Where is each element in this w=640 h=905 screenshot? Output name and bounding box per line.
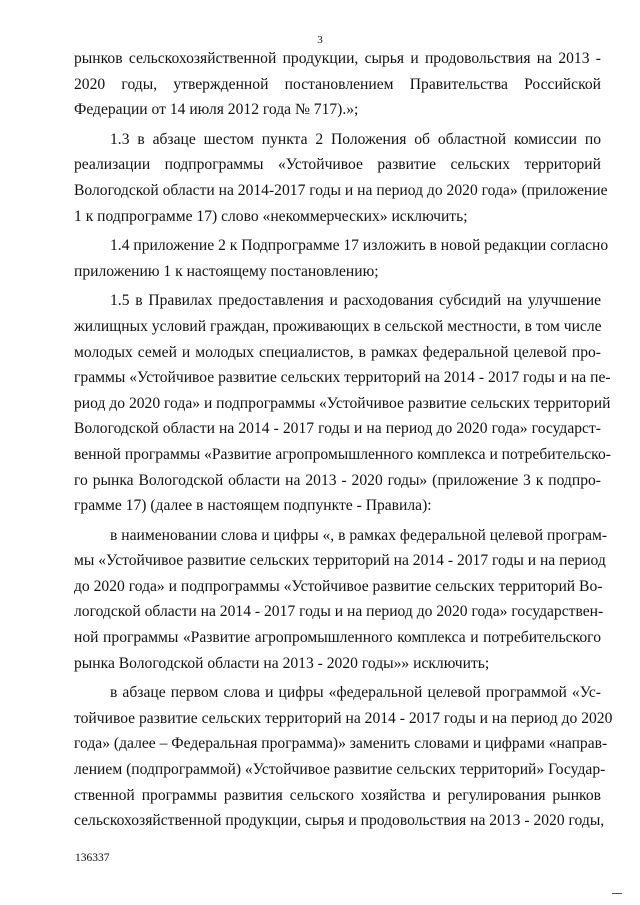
text-line: го рынка Вологодской области на 2013 - 2020 годы» (приложение 3 к подпро- bbox=[74, 471, 601, 489]
scan-mark bbox=[612, 893, 622, 894]
text-line: 2020 годы, утвержденной постановлением Правительства Российской bbox=[74, 75, 601, 93]
text-line: жилищных условий граждан, проживающих в сельской местности, в том числе bbox=[74, 317, 602, 335]
text-line: рынков сельскохозяйственной продукции, сырья и продовольствия на 2013 - bbox=[74, 50, 601, 67]
text-line: венной программы «Развитие агропромышленного комплекса и потребительско- bbox=[74, 445, 611, 463]
page-number: 3 bbox=[317, 34, 323, 46]
text-line: до 2020 года» и подпрограммы «Устойчивое развитие сельских территорий Во- bbox=[74, 577, 603, 595]
text-line: 1.3 в абзаце шестом пункта 2 Положения об областной комиссии по bbox=[110, 130, 601, 148]
text-line: лением (подпрограммой) «Устойчивое развитие сельских территорий» Государ- bbox=[74, 761, 606, 779]
paragraph bbox=[74, 288, 611, 518]
text-line: 1.4 приложение 2 к Подпрограмме 17 изложить в новой редакции согласно bbox=[110, 237, 609, 255]
text-line: ственной программы развития сельского хозяйства и регулирования рынков bbox=[74, 786, 601, 804]
text-line: года» (далее – Федеральная программа)» заменить словами и цифрами «направ- bbox=[74, 735, 608, 753]
text-line: грамме 17) (далее в настоящем подпункте - Правила): bbox=[74, 497, 432, 515]
text-line: рынка Вологодской области на 2013 - 2020 годы»» исключить; bbox=[74, 654, 490, 672]
text-line: в наименовании слова и цифры «, в рамках федеральной целевой програм- bbox=[110, 526, 608, 544]
text-line: сельскохозяйственной продукции, сырья и продовольствия на 2013 - 2020 годы, bbox=[74, 812, 605, 830]
text-line: логодской области на 2014 - 2017 годы и на период до 2020 года» государствен- bbox=[74, 603, 604, 621]
text-line: Вологодской области на 2014-2017 годы и на период до 2020 года» (приложение bbox=[74, 181, 608, 199]
text-line: тойчивое развитие сельских территорий на 2014 - 2017 годы и на период до 2020 bbox=[74, 709, 613, 727]
document-body bbox=[74, 46, 613, 834]
text-line: мы «Устойчивое развитие сельских территорий на 2014 - 2017 годы и на период bbox=[74, 552, 606, 570]
paragraph bbox=[74, 46, 601, 123]
text-line: молодых семей и молодых специалистов, в рамках федеральной целевой про- bbox=[74, 343, 601, 361]
text-line: граммы «Устойчивое развитие сельских территорий на 2014 - 2017 годы и на пе- bbox=[74, 369, 611, 387]
text-line: риод до 2020 года» и подпрограммы «Устойчивое развитие сельских территорий bbox=[74, 394, 611, 412]
paragraph bbox=[74, 680, 613, 834]
text-line: в абзаце первом слова и цифры «федеральной целевой программой «Ус- bbox=[110, 684, 601, 702]
text-line: 1.5 в Правилах предоставления и расходования субсидий на улучшение bbox=[110, 292, 601, 310]
paragraph bbox=[74, 523, 608, 677]
text-line: реализации подпрограммы «Устойчивое развитие сельских территорий bbox=[74, 156, 601, 174]
document-code: 136337 bbox=[75, 852, 110, 864]
text-line: Вологодской области на 2014 - 2017 годы и на период до 2020 года» государст- bbox=[74, 420, 601, 438]
paragraph bbox=[74, 127, 608, 229]
text-line: приложению 1 к настоящему постановлению; bbox=[74, 262, 379, 280]
paragraph bbox=[74, 233, 609, 284]
text-line: Федерации от 14 июля 2012 года № 717).»; bbox=[74, 101, 359, 119]
text-line: 1 к подпрограмме 17) слово «некоммерческих» исключить; bbox=[74, 207, 468, 225]
text-line: ной программы «Развитие агропромышленного комплекса и потребительского bbox=[74, 629, 601, 647]
